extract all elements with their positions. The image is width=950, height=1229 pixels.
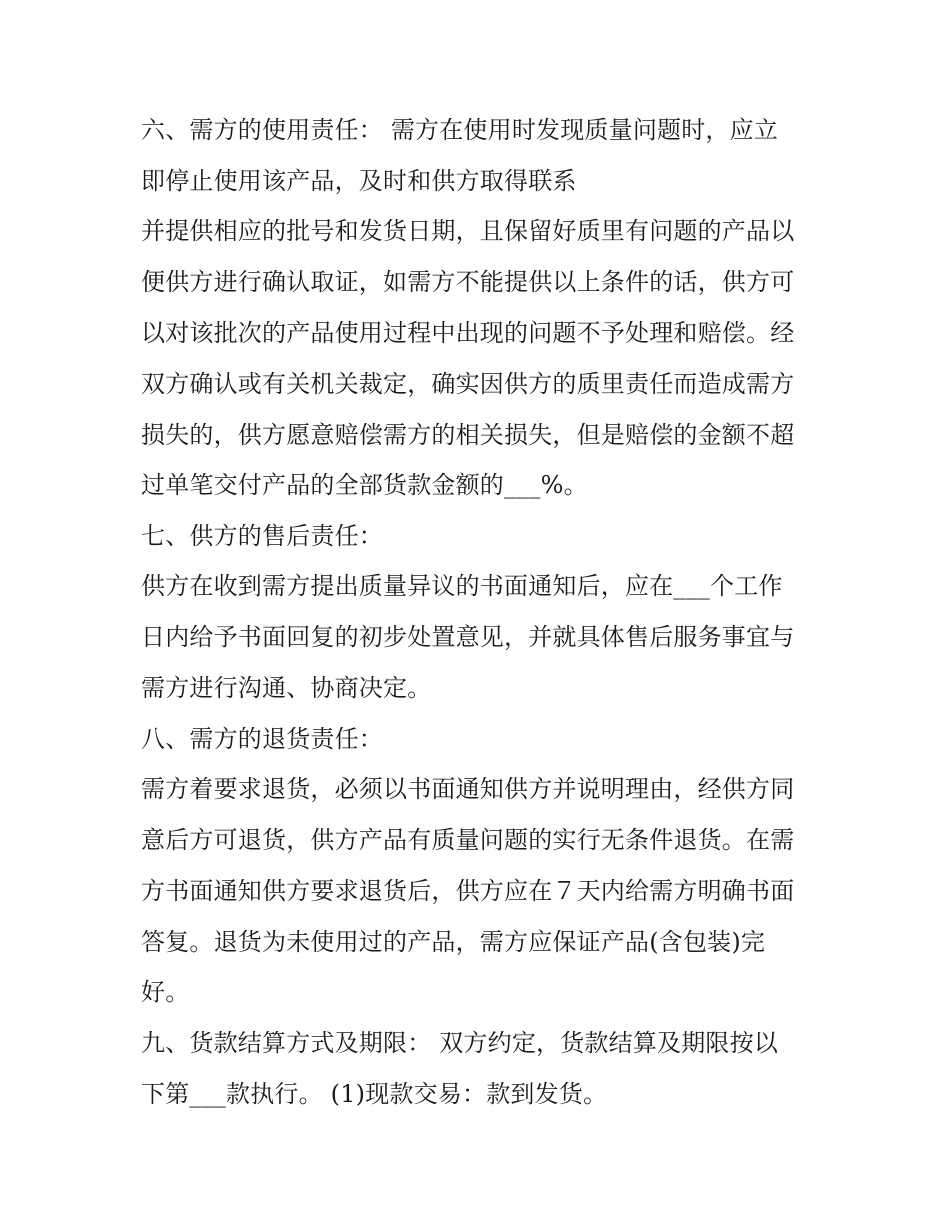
text-line: 过单笔交付产品的全部货款金额的___%。	[141, 471, 588, 499]
text-line: 日内给予书面回复的初步处置意见，并就具体售后服务事宜与	[141, 623, 795, 651]
text-line: 双方确认或有关机关裁定，确实因供方的质里责任而造成需方	[141, 370, 795, 398]
text-line: 方书面通知供方要求退货后，供方应在７天内给需方明确书面	[141, 877, 795, 905]
text-line: 需方着要求退货，必须以书面通知供方并说明理由，经供方同	[141, 775, 795, 803]
text-line: 答复。退货为未使用过的产品，需方应保证产品(含包装)完	[141, 928, 766, 956]
text-line: 六、需方的使用责任： 需方在使用时发现质量问题时，应立	[141, 116, 779, 144]
text-line: 需方进行沟通、协商决定。	[141, 674, 432, 702]
text-line: 并提供相应的批号和发货日期，且保留好质里有问题的产品以	[141, 217, 795, 245]
text-line: 下第___款执行。 (1)现款交易：款到发货。	[141, 1080, 608, 1108]
text-line: 损失的，供方愿意赔偿需方的相关损失，但是赔偿的金额不超	[141, 421, 795, 449]
text-line: 九、货款结算方式及期限： 双方约定，货款结算及期限按以	[141, 1029, 779, 1057]
section-heading: 八、需方的退货责任：	[141, 725, 383, 753]
text-line: 好。	[141, 978, 190, 1006]
text-line: 以对该批次的产品使用过程中出现的问题不予处理和赔偿。经	[141, 319, 795, 347]
text-line: 即停止使用该产品，及时和供方取得联系	[141, 167, 577, 195]
text-line: 供方在收到需方提出质量异议的书面通知后，应在___个工作	[141, 572, 783, 600]
section-heading: 七、供方的售后责任：	[141, 522, 383, 550]
text-line: 便供方进行确认取证，如需方不能提供以上条件的话，供方可	[141, 268, 795, 296]
text-line: 意后方可退货，供方产品有质量问题的实行无条件退货。在需	[141, 826, 795, 854]
